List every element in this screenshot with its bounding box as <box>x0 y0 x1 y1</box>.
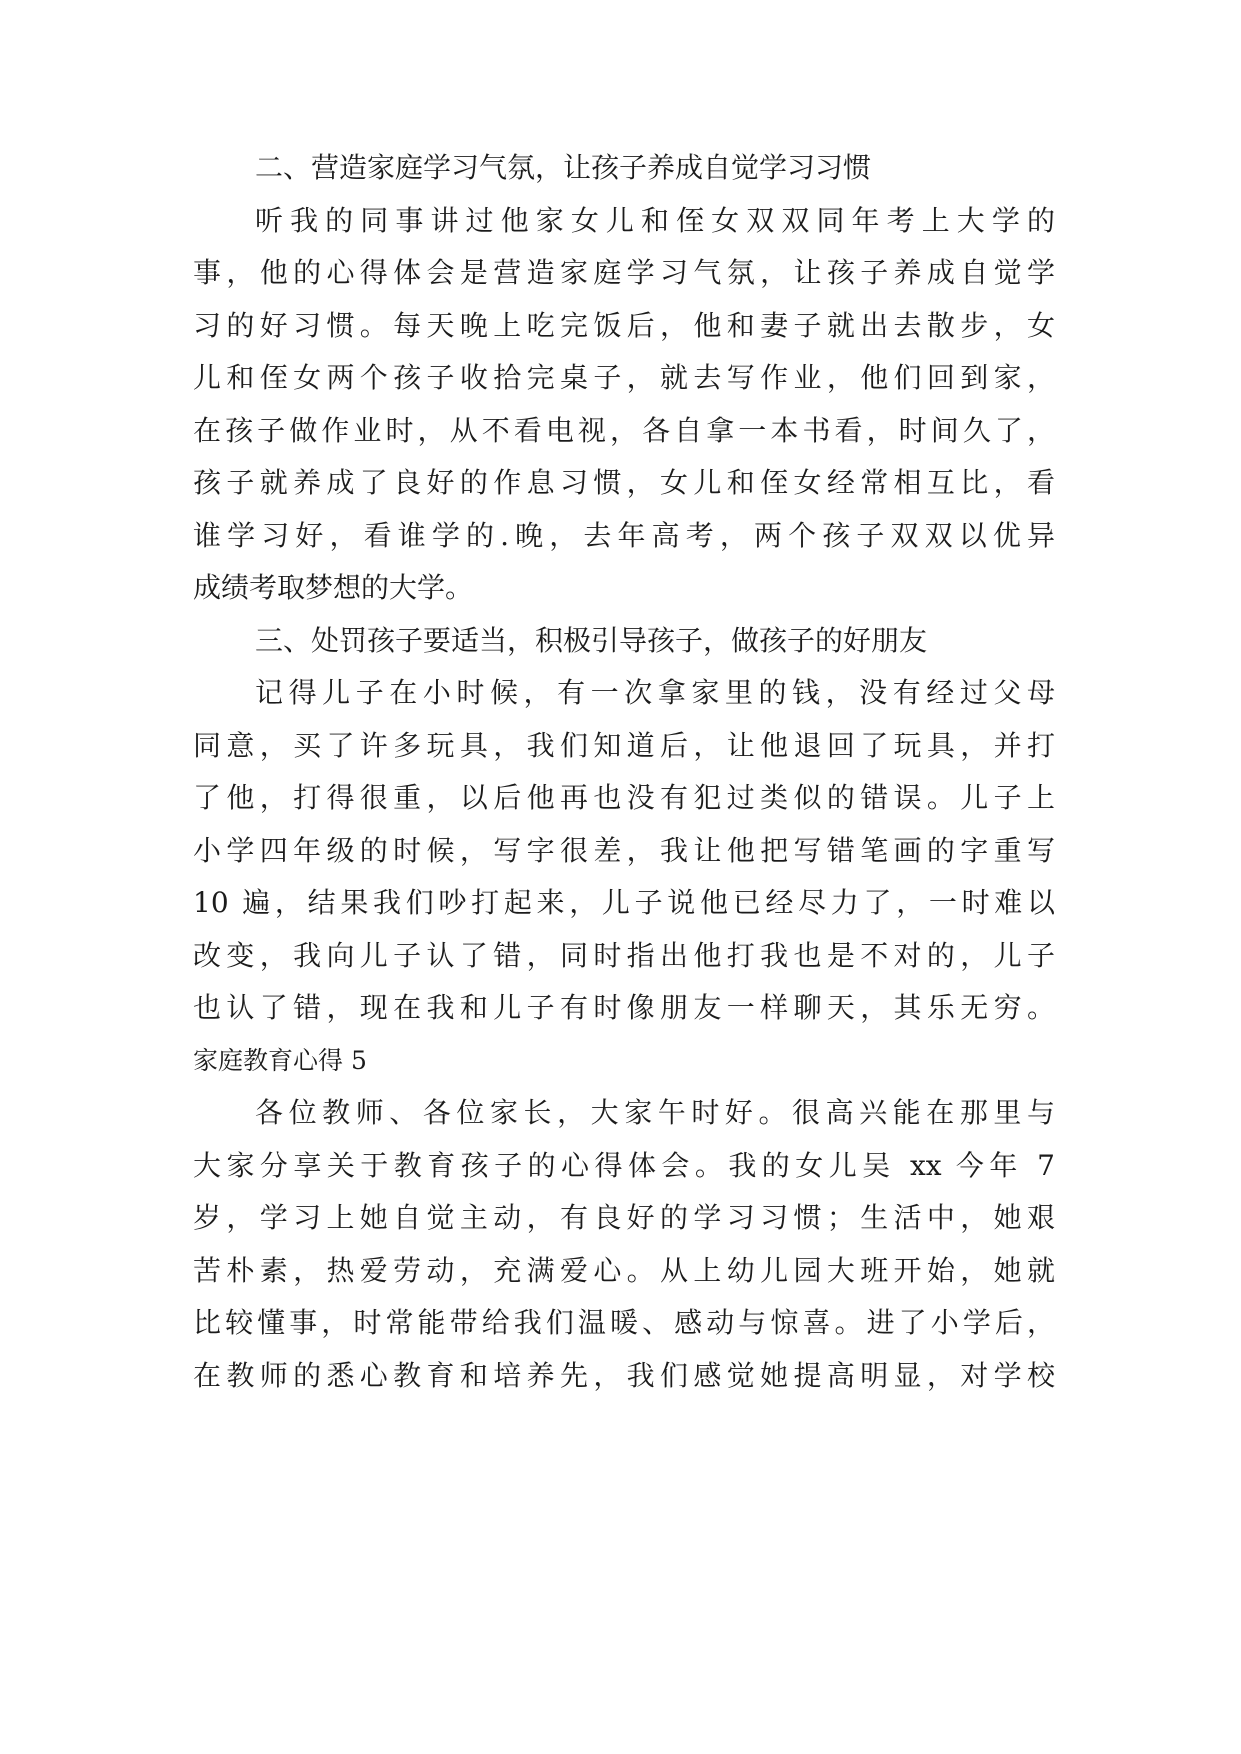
paragraph-line: 改变，我向儿子认了错，同时指出他打我也是不对的，儿子 <box>193 938 1055 972</box>
paragraph-line: 孩子就养成了良好的作息习惯，女儿和侄女经常相互比，看 <box>193 466 1055 499</box>
paragraph-line: 大家分享关于教育孩子的心得体会。我的女儿吴 xx 今年 7 <box>193 1148 1055 1182</box>
paragraph-line: 儿和侄女两个孩子收拾完桌子，就去写作业，他们回到家， <box>193 361 1055 394</box>
paragraph-line: 岁，学习上她自觉主动，有良好的学习习惯；生活中，她艰 <box>193 1201 1055 1234</box>
paragraph-line: 成绩考取梦想的大学。 <box>193 571 474 604</box>
paragraph-line: 谁学习好，看谁学的.晚，去年高考，两个孩子双双以优异 <box>193 518 1055 552</box>
document-body <box>193 142 1055 1402</box>
paragraph-line: 同意，买了许多玩具，我们知道后，让他退回了玩具，并打 <box>193 728 1055 762</box>
paragraph-speech <box>193 1087 1055 1402</box>
paragraph-punishment <box>193 667 1055 1035</box>
paragraph-line: 听我的同事讲过他家女儿和侄女双双同年考上大学的 <box>255 203 1055 237</box>
section-heading-2: 二、营造家庭学习气氛，让孩子养成自觉学习习惯 <box>255 151 872 184</box>
paragraph-line: 在教师的悉心教育和培养先，我们感觉她提高明显，对学校 <box>193 1358 1055 1392</box>
paragraph-line: 在孩子做作业时，从不看电视，各自拿一本书看，时间久了， <box>193 413 1055 447</box>
paragraph-line: 10 遍，结果我们吵打起来，儿子说他已经尽力了，一时难以 <box>193 886 1055 919</box>
section-heading-3: 三、处罚孩子要适当，积极引导孩子，做孩子的好朋友 <box>255 623 928 657</box>
section-title: 家庭教育心得 5 <box>193 1045 367 1075</box>
paragraph-line: 比较懂事，时常能带给我们温暖、感动与惊喜。进了小学后， <box>193 1306 1055 1339</box>
paragraph-line: 习的好习惯。每天晚上吃完饭后，他和妻子就出去散步，女 <box>193 308 1055 342</box>
paragraph-family-atmosphere <box>193 195 1055 615</box>
paragraph-line: 了他，打得很重，以后他再也没有犯过类似的错误。儿子上 <box>193 781 1055 814</box>
paragraph-line: 苦朴素，热爱劳动，充满爱心。从上幼儿园大班开始，她就 <box>193 1253 1055 1287</box>
paragraph-line: 小学四年级的时候，写字很差，我让他把写错笔画的字重写 <box>193 833 1055 867</box>
paragraph-line: 各位教师、各位家长，大家午时好。很高兴能在那里与 <box>255 1096 1055 1129</box>
paragraph-line: 记得儿子在小时候，有一次拿家里的钱，没有经过父母 <box>255 676 1055 709</box>
paragraph-line: 也认了错，现在我和儿子有时像朋友一样聊天，其乐无穷。 <box>193 991 1055 1024</box>
paragraph-line: 事，他的心得体会是营造家庭学习气氛，让孩子养成自觉学 <box>193 256 1055 289</box>
